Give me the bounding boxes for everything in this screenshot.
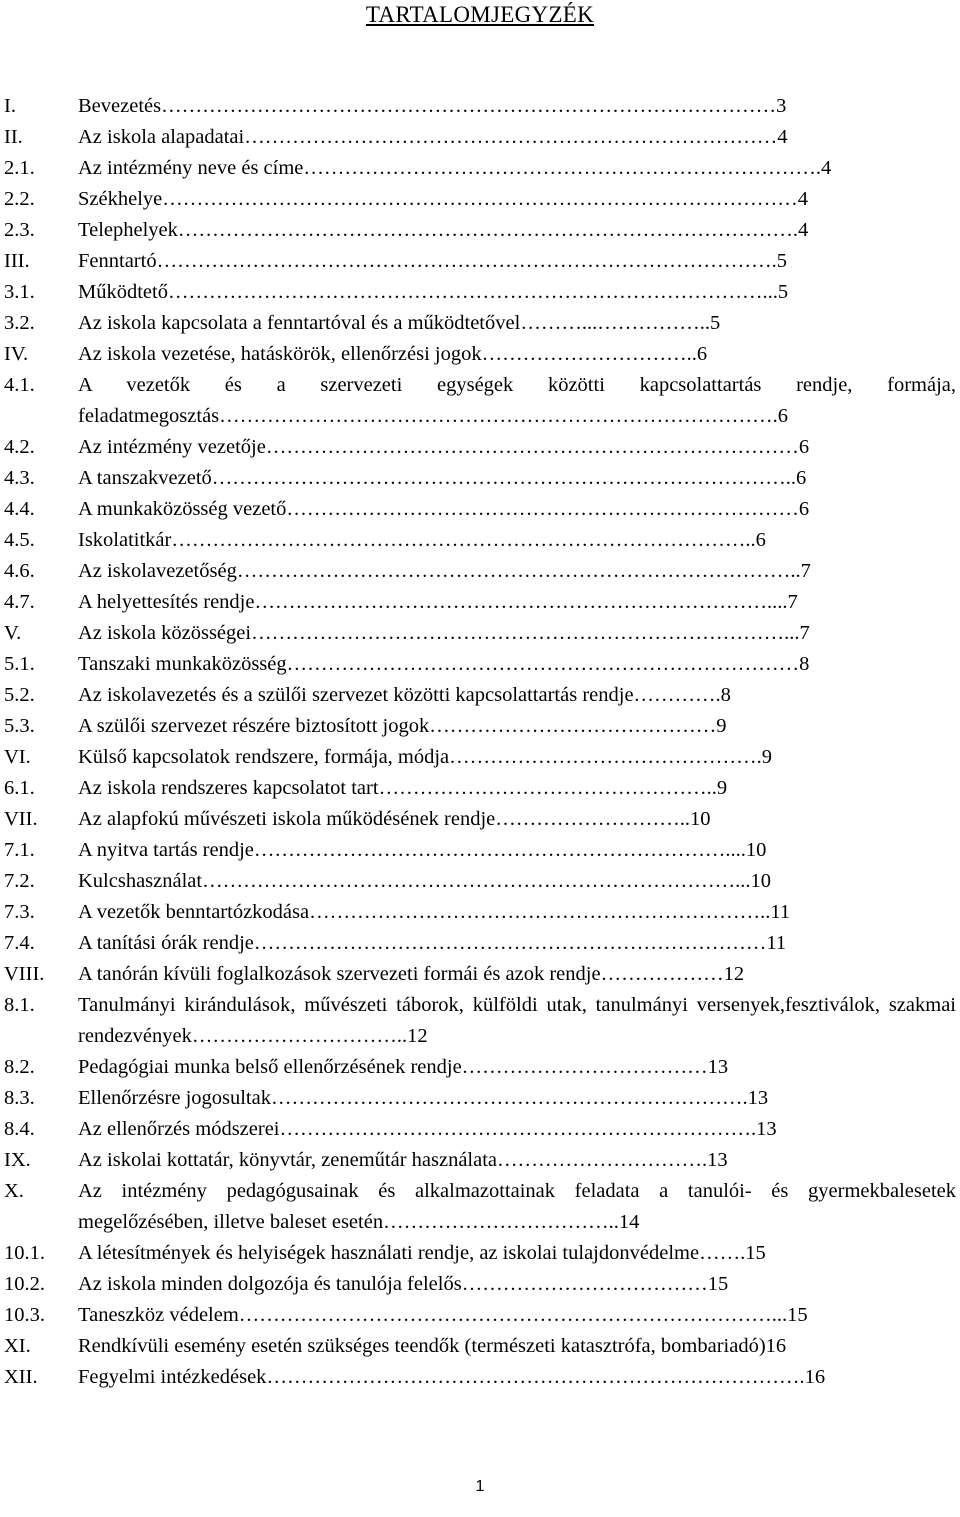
- toc-entry-title: A munkaközösség vezető: [78, 498, 287, 520]
- toc-entry-page: 7: [787, 591, 798, 613]
- toc-entry[interactable]: [4, 1052, 956, 1083]
- toc-entry-number: 6.1.: [4, 777, 35, 799]
- toc-entry-leader: …………………………..: [191, 1025, 408, 1047]
- toc-entry-leader: ………………………………………………………………….: [303, 157, 822, 179]
- toc-entry-line: [78, 1176, 956, 1238]
- toc-entry-title: Az iskola rendszeres kapcsolatot tart: [78, 777, 379, 799]
- toc-entry-page: 13: [707, 1149, 728, 1171]
- toc-entry-number: 5.1.: [4, 653, 35, 675]
- toc-entry-page: 4: [797, 188, 808, 210]
- toc-entry-number: 7.3.: [4, 901, 35, 923]
- toc-entry-page: 8: [720, 684, 731, 706]
- toc-entry-page: 9: [716, 715, 727, 737]
- toc-entry-number: 2.1.: [4, 157, 35, 179]
- toc-entry-page: 15: [745, 1242, 766, 1264]
- toc-entry[interactable]: [4, 959, 956, 990]
- page-number: 1: [475, 1478, 485, 1495]
- toc-entry[interactable]: [4, 711, 956, 742]
- toc-entry-number: 8.2.: [4, 1056, 35, 1078]
- toc-entry[interactable]: [4, 866, 956, 897]
- toc-entry-page: 7: [800, 560, 811, 582]
- toc-entry-number: 8.4.: [4, 1118, 35, 1140]
- toc-entry-line: [78, 1362, 956, 1393]
- toc-entry-page: 4: [821, 157, 832, 179]
- toc-entry[interactable]: [4, 897, 956, 928]
- toc-entry-title: Telephelyek: [78, 219, 178, 241]
- toc-entry-page: 12: [407, 1025, 428, 1047]
- toc-entry-page: 3: [776, 95, 787, 117]
- toc-entry-page: 14: [618, 1211, 640, 1233]
- toc-entry-number: 4.2.: [4, 436, 35, 458]
- toc-entry[interactable]: [4, 308, 956, 339]
- toc-entry-line: [78, 835, 956, 866]
- toc-entry[interactable]: [4, 277, 956, 308]
- toc-entry[interactable]: [4, 370, 956, 432]
- toc-entry-line: [78, 680, 956, 711]
- toc-entry-title: Taneszköz védelem: [78, 1304, 239, 1326]
- toc-entry-page: 11: [766, 932, 787, 954]
- toc-entry-line: [78, 525, 956, 556]
- toc-entry[interactable]: [4, 91, 956, 122]
- toc-entry-line: [78, 215, 956, 246]
- toc-entry-page: 11: [770, 901, 791, 923]
- toc-entry-page: 10: [750, 870, 771, 892]
- toc-entry-title: Az intézmény vezetője: [78, 436, 266, 458]
- toc-entry-title: Külső kapcsolatok rendszere, formája, módja: [78, 746, 450, 768]
- toc-entry-title: Tanulmányi kirándulások, művészeti táborok, külföldi utak, tanulmányi versenyek,fesztiválok, szakmai rendezvények: [78, 994, 956, 1047]
- toc-entry-leader: …………………………………………………………………………………: [162, 188, 798, 210]
- toc-entry-page: 13: [756, 1118, 777, 1140]
- toc-entry-line: [78, 1114, 956, 1145]
- toc-entry-title: Az alapfokú művészeti iskola működésének rendje: [78, 808, 496, 830]
- toc-entry[interactable]: [4, 804, 956, 835]
- toc-entry-line: [78, 1269, 956, 1300]
- toc-entry-page: 13: [707, 1056, 729, 1078]
- toc-entry-line: [78, 742, 956, 773]
- toc-entry-page: 15: [787, 1304, 808, 1326]
- toc-entry-leader: ……………………………………………………………………………….: [156, 250, 777, 272]
- toc-entry-leader: ………………………………………………………………………..: [236, 560, 801, 582]
- toc-entry-line: [78, 587, 956, 618]
- toc-entry-title: Az iskola kapcsolata a fenntartóval és a működtetővel: [78, 312, 521, 334]
- toc-entry-leader: ……………………………………………………………....: [253, 839, 746, 861]
- toc-entry-title: Az iskolavezetés és a szülői szervezet közötti kapcsolattartás rendje: [78, 684, 634, 706]
- toc-entry[interactable]: [4, 184, 956, 215]
- toc-entry-leader: ……………………………………………………………………….: [219, 405, 778, 427]
- toc-entry-title: Az intézmény pedagógusainak és alkalmazottainak feladata a tanulói- és gyermekbalesetek megelőzésében, illetve baleset esetén: [78, 1180, 956, 1233]
- toc-entry-line: [78, 153, 956, 184]
- toc-entry-number: VI.: [4, 746, 31, 768]
- toc-entry-title: Az iskolai kottatár, könyvtár, zeneműtár használata: [78, 1149, 498, 1171]
- toc-entry-page: 6: [777, 405, 789, 427]
- toc-entry-page: 16: [765, 1335, 787, 1357]
- toc-entry-line: [78, 277, 956, 308]
- toc-entry-title: A tanszakvezető: [78, 467, 212, 489]
- toc-entry[interactable]: [4, 122, 956, 153]
- toc-entry-number: VIII.: [4, 963, 45, 985]
- toc-entry-leader: ………………: [600, 963, 724, 985]
- toc-entry[interactable]: [4, 1300, 956, 1331]
- toc-entry-title: Az iskola alapadatai: [78, 126, 245, 148]
- toc-entry[interactable]: [4, 1238, 956, 1269]
- toc-entry[interactable]: [4, 494, 956, 525]
- toc-entry-page: 7: [799, 622, 810, 644]
- toc-entry-leader: …………………………………………………………………………..: [211, 467, 797, 489]
- toc-entry-number: 2.3.: [4, 219, 35, 241]
- toc-entry-leader: ……………………………………………………………………...: [251, 622, 800, 644]
- toc-entry-number: XII.: [4, 1366, 38, 1388]
- toc-entry-number: 10.1.: [4, 1242, 45, 1264]
- toc-entry-leader: …………………………………………..: [378, 777, 717, 799]
- toc-entry-page: 4: [798, 219, 809, 241]
- toc-entry-leader: ………………………………: [461, 1273, 708, 1295]
- toc-entry-leader: ……………………………………………………………………...: [202, 870, 751, 892]
- toc-entry-number: IX.: [4, 1149, 31, 1171]
- toc-entry-page: 10: [690, 808, 711, 830]
- toc-entry[interactable]: [4, 463, 956, 494]
- toc-entry-page: 6: [798, 436, 810, 458]
- toc-entry[interactable]: [4, 1331, 956, 1362]
- toc-entry[interactable]: [4, 246, 956, 277]
- toc-entry-title: Működtető: [78, 281, 168, 303]
- toc-entry-leader: ……………………………………………………………………: [244, 126, 778, 148]
- toc-entry-number: IV.: [4, 343, 29, 365]
- toc-entry-page: 5: [709, 312, 721, 334]
- toc-entry[interactable]: [4, 556, 956, 587]
- toc-entry-leader: ………………………….: [497, 1149, 708, 1171]
- toc-entry-title: Ellenőrzésre jogosultak: [78, 1087, 271, 1109]
- toc-entry-number: 3.1.: [4, 281, 35, 303]
- toc-entry-line: [78, 339, 956, 370]
- toc-entry-leader: …………………………..: [481, 343, 697, 365]
- toc-entry-leader: ……………………………………………………………………………….: [177, 219, 799, 241]
- toc-entry-leader: ………….: [633, 684, 721, 706]
- toc-entry-title: Iskolatitkár: [78, 529, 172, 551]
- toc-entry-title: Székhelye: [78, 188, 163, 210]
- toc-entry-number: 7.2.: [4, 870, 35, 892]
- toc-entry-leader: …………………………………………………………………: [253, 932, 767, 954]
- toc-entry[interactable]: [4, 587, 956, 618]
- toc-entry-title: Az iskola vezetése, hatáskörök, ellenőrzési jogok: [78, 343, 482, 365]
- toc-entry-title: Az iskola minden dolgozója és tanulója felelős: [78, 1273, 462, 1295]
- toc-entry-page: 5: [776, 250, 787, 272]
- toc-entry-line: [78, 866, 956, 897]
- toc-entry-title: Fenntartó: [78, 250, 157, 272]
- toc-entry-line: [78, 370, 956, 432]
- toc-entry[interactable]: [4, 1176, 956, 1238]
- table-of-contents: [4, 91, 956, 1393]
- toc-entry-number: 10.2.: [4, 1273, 45, 1295]
- toc-entry-leader: ……………………………………………………………………: [265, 436, 799, 458]
- toc-entry-line: [78, 1331, 956, 1362]
- toc-entry-leader: ……………………………………………………………………...: [238, 1304, 788, 1326]
- toc-entry[interactable]: [4, 928, 956, 959]
- toc-entry[interactable]: [4, 1362, 956, 1393]
- toc-entry-title: Tanszaki munkaközösség: [78, 653, 287, 675]
- toc-entry-title: A tanítási órák rendje: [78, 932, 254, 954]
- toc-entry-leader: …………………………………………………………………: [286, 653, 800, 675]
- toc-entry-line: [78, 184, 956, 215]
- toc-entry-number: 4.5.: [4, 529, 35, 551]
- toc-entry-number: 8.3.: [4, 1087, 35, 1109]
- toc-entry-title: Az ellenőrzés módszerei: [78, 1118, 280, 1140]
- toc-entry-leader: …………………………………………………………………....: [254, 591, 788, 613]
- toc-entry-page: 12: [723, 963, 745, 985]
- toc-entry-page: 13: [747, 1087, 769, 1109]
- toc-entry-line: [78, 1300, 956, 1331]
- toc-entry-leader: …………………………………………………………………………..: [171, 529, 756, 551]
- toc-entry-title: Rendkívüli esemény esetén szükséges teendők (természeti katasztrófa, bombariadó): [78, 1335, 766, 1357]
- toc-entry-leader: …………………………………………………………….: [279, 1118, 757, 1140]
- toc-entry-title: Kulcshasználat: [78, 870, 203, 892]
- toc-entry[interactable]: [4, 649, 956, 680]
- toc-entry-line: [78, 463, 956, 494]
- toc-entry-number: VII.: [4, 808, 38, 830]
- toc-entry[interactable]: [4, 525, 956, 556]
- toc-title: TARTALOMJEGYZÉK: [365, 2, 595, 27]
- toc-entry-page: 6: [796, 467, 807, 489]
- toc-entry-leader: ………………………..: [495, 808, 691, 830]
- toc-entry-title: Bevezetés: [78, 95, 162, 117]
- toc-entry[interactable]: [4, 990, 956, 1052]
- toc-entry-line: [78, 494, 956, 525]
- toc-entry[interactable]: [4, 742, 956, 773]
- toc-entry-line: [78, 1145, 956, 1176]
- toc-entry-line: [78, 556, 956, 587]
- toc-entry[interactable]: [4, 618, 956, 649]
- toc-entry[interactable]: [4, 1114, 956, 1145]
- toc-entry-number: 10.3.: [4, 1304, 45, 1326]
- toc-entry-number: III.: [4, 250, 30, 272]
- toc-entry-leader: ………………………………: [461, 1056, 708, 1078]
- toc-entry-title: Pedagógiai munka belső ellenőrzésének rendje: [78, 1056, 462, 1078]
- toc-entry-title: Az iskola közösségei: [78, 622, 252, 644]
- toc-entry-number: 4.4.: [4, 498, 35, 520]
- toc-entry-title: A szülői szervezet részére biztosított jogok: [78, 715, 430, 737]
- toc-entry-line: [78, 122, 956, 153]
- toc-entry-line: [78, 711, 956, 742]
- toc-entry-number: 5.2.: [4, 684, 35, 706]
- toc-entry-line: [78, 246, 956, 277]
- toc-entry-title: A vezetők és a szervezeti egységek közötti kapcsolattartás rendje, formája, feladatmegosztás: [78, 374, 956, 427]
- toc-entry[interactable]: [4, 215, 956, 246]
- toc-entry-number: 4.1.: [4, 374, 35, 396]
- toc-entry-number: XI.: [4, 1335, 31, 1357]
- toc-entry-title: A nyitva tartás rendje: [78, 839, 254, 861]
- toc-entry-leader: ……………………………..: [383, 1211, 619, 1233]
- toc-entry-leader: ………...……………..: [520, 312, 710, 334]
- toc-entry-leader: ……………………………………: [429, 715, 717, 737]
- toc-entry-line: [78, 1052, 956, 1083]
- toc-entry-page: 8: [799, 653, 810, 675]
- toc-entry-line: [78, 308, 956, 339]
- toc-entry-line: [78, 618, 956, 649]
- toc-entry-title: Az intézmény neve és címe: [78, 157, 304, 179]
- toc-entry-line: [78, 1083, 956, 1114]
- toc-entry-number: 4.6.: [4, 560, 35, 582]
- toc-entry-line: [78, 897, 956, 928]
- toc-entry-number: 5.3.: [4, 715, 35, 737]
- toc-entry-line: [78, 91, 956, 122]
- toc-entry[interactable]: [4, 680, 956, 711]
- toc-entry-title: A tanórán kívüli foglalkozások szervezeti formái és azok rendje: [78, 963, 601, 985]
- toc-entry-number: V.: [4, 622, 22, 644]
- toc-entry-line: [78, 432, 956, 463]
- toc-entry[interactable]: [4, 153, 956, 184]
- toc-entry-title: A helyettesítés rendje: [78, 591, 255, 613]
- toc-entry-title: Fegyelmi intézkedések: [78, 1366, 267, 1388]
- toc-entry-page: 5: [777, 281, 789, 303]
- toc-entry[interactable]: [4, 1083, 956, 1114]
- toc-entry-line: [78, 928, 956, 959]
- toc-entry[interactable]: [4, 773, 956, 804]
- toc-entry-number: 3.2.: [4, 312, 35, 334]
- toc-entry-leader: …………………………………………………………………: [286, 498, 799, 520]
- toc-entry-leader: ………………………………………………………………………………: [161, 95, 777, 117]
- toc-entry-page: 15: [707, 1273, 729, 1295]
- toc-entry-line: [78, 1238, 956, 1269]
- toc-entry-number: 7.4.: [4, 932, 35, 954]
- toc-entry-number: X.: [4, 1180, 24, 1202]
- toc-entry-line: [78, 649, 956, 680]
- toc-entry-line: [78, 804, 956, 835]
- toc-entry-leader: …….: [699, 1242, 746, 1264]
- toc-entry-page: 4: [777, 126, 788, 148]
- toc-entry[interactable]: [4, 835, 956, 866]
- toc-entry-title: A vezetők benntartózkodása: [78, 901, 310, 923]
- toc-entry[interactable]: [4, 1269, 956, 1300]
- toc-entry[interactable]: [4, 432, 956, 463]
- toc-entry-leader: …………………………………………………………….: [270, 1087, 748, 1109]
- toc-entry[interactable]: [4, 339, 956, 370]
- toc-entry-title: Az iskolavezetőség: [78, 560, 237, 582]
- toc-entry-page: 6: [696, 343, 708, 365]
- toc-entry-title: A létesítmények és helyiségek használati rendje, az iskolai tulajdonvédelme: [78, 1242, 700, 1264]
- toc-entry-page: 10: [745, 839, 767, 861]
- toc-entry-line: [78, 773, 956, 804]
- toc-entry-number: II.: [4, 126, 23, 148]
- toc-entry-line: [78, 959, 956, 990]
- toc-entry-number: 8.1.: [4, 994, 35, 1016]
- toc-entry[interactable]: [4, 1145, 956, 1176]
- toc-entry-leader: …………………………………………………………………….: [266, 1366, 805, 1388]
- toc-entry-leader: …………………………………………………………..: [309, 901, 771, 923]
- toc-entry-number: 4.3.: [4, 467, 35, 489]
- toc-entry-number: 7.1.: [4, 839, 35, 861]
- toc-entry-page: 9: [716, 777, 728, 799]
- toc-entry-leader: ……………………………………………………………………………...: [167, 281, 778, 303]
- toc-entry-line: [78, 990, 956, 1052]
- toc-entry-page: 9: [761, 746, 773, 768]
- toc-entry-leader: ……………………………………….: [449, 746, 762, 768]
- toc-entry-page: 6: [798, 498, 810, 520]
- toc-entry-number: I.: [4, 95, 16, 117]
- toc-entry-page: 16: [804, 1366, 826, 1388]
- toc-entry-number: 4.7.: [4, 591, 35, 613]
- toc-entry-number: 2.2.: [4, 188, 35, 210]
- toc-entry-page: 6: [755, 529, 766, 551]
